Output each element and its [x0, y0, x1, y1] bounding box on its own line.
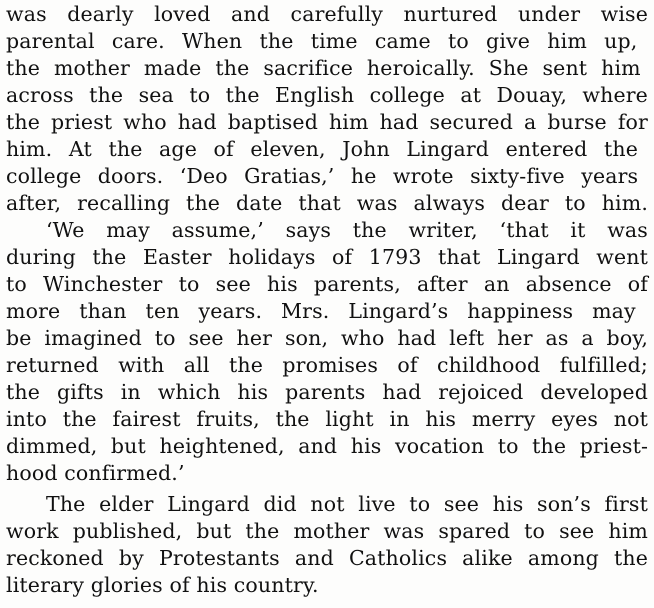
text-line: dimmed, but heightened, and his vocation to the priest-	[6, 434, 649, 458]
text-line: across the sea to the English college at Douay, where	[6, 83, 648, 107]
text-line: the mother made the sacrifice heroically. She sent him	[6, 56, 641, 80]
paragraph-end-line: hood confirmed.’	[6, 461, 185, 485]
paragraph-start-line: The elder Lingard did not live to see his son’s first	[46, 492, 648, 516]
text-line: returned with all the promises of childhood fulfilled;	[6, 353, 648, 377]
text-line: the priest who had baptised him had secured a burse for	[6, 110, 648, 134]
text-line: was dearly loved and carefully nurtured under wise	[6, 2, 649, 26]
text-line: into the fairest fruits, the light in his merry eyes not	[6, 407, 649, 431]
text-line: reckoned by Protestants and Catholics alike among the	[6, 546, 649, 570]
text-line: during the Easter holidays of 1793 that Lingard went	[6, 245, 648, 269]
text-line: college doors. ‘Deo Gratias,’ he wrote sixty-five years	[6, 164, 639, 188]
paragraph-start-line: ‘We may assume,’ says the writer, ‘that it was	[46, 218, 648, 242]
text-line: more than ten years. Mrs. Lingard’s happiness may	[6, 299, 636, 323]
text-line: work published, but the mother was spared to see him	[6, 519, 649, 543]
text-line: the gifts in which his parents had rejoiced developed	[6, 380, 648, 404]
text-line: parental care. When the time came to give him up,	[6, 29, 638, 53]
paragraph-end-line: literary glories of his country.	[6, 573, 319, 597]
text-line: him. At the age of eleven, John Lingard entered the	[6, 137, 639, 161]
text-line: after, recalling the date that was always dear to him.	[6, 191, 649, 215]
text-line: to Winchester to see his parents, after an absence of	[6, 272, 649, 296]
text-line: be imagined to see her son, who had left her as a boy,	[6, 326, 648, 350]
